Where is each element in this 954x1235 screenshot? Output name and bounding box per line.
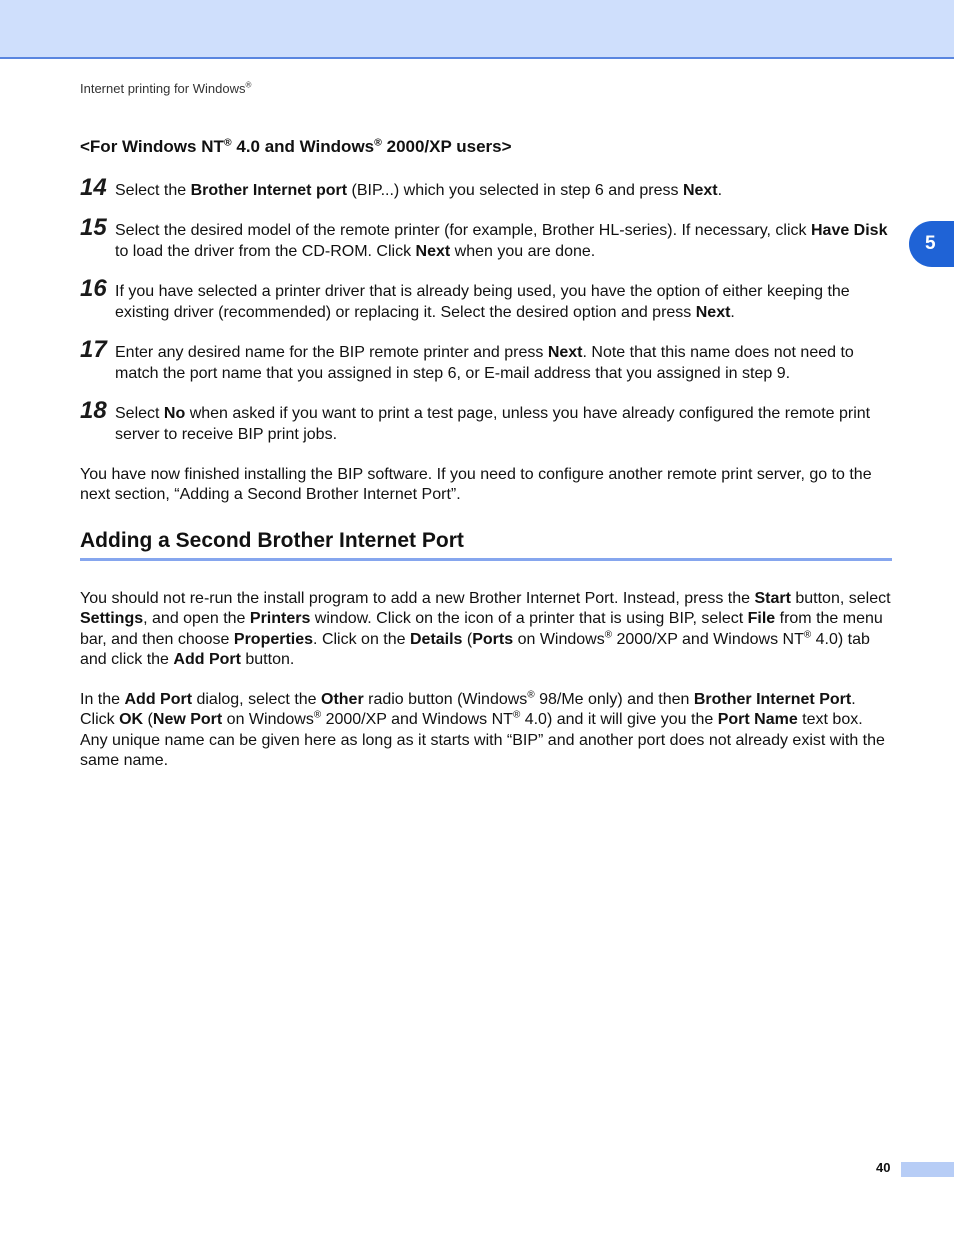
step-number: 16 <box>80 275 107 302</box>
step-number: 14 <box>80 174 107 201</box>
step-17 <box>80 336 892 384</box>
top-header-band <box>0 0 954 59</box>
running-header-text: Internet printing for Windows <box>80 81 246 96</box>
step-number: 15 <box>80 214 107 241</box>
subheading-windows-nt-2000-xp: <For Windows NT® 4.0 and Windows® 2000/XP users> <box>80 136 512 156</box>
step-16 <box>80 275 892 323</box>
step-number: 18 <box>80 397 107 424</box>
step-15 <box>80 214 892 262</box>
step-text: Select the Brother Internet port (BIP...) which you selected in step 6 and press Next. <box>115 182 723 199</box>
finish-paragraph: You have now finished installing the BIP software. If you need to configure another remote print server, go to the next section, “Adding a Second Brother Internet Port”. <box>80 466 872 504</box>
step-text: If you have selected a printer driver that is already being used, you have the option of either keeping the existing driver (recommended) or replacing it. Select the desired option and press Next. <box>115 283 850 321</box>
footer-bar <box>901 1162 954 1177</box>
chapter-tab: 5 <box>909 221 954 267</box>
step-text: Select No when asked if you want to print a test page, unless you have already configured the remote print server to receive BIP print jobs. <box>115 405 871 443</box>
page-number: 40 <box>876 1160 891 1175</box>
step-14 <box>80 174 892 202</box>
section-paragraph-2: In the Add Port dialog, select the Other radio button (Windows® 98/Me only) and then Brother Internet Port. Click OK (New Port on Windows® 2000/XP and Windows NT® 4.0) and it will give you the Port Name text box. Any unique name can be given here as long as it starts with “BIP” and another port does not already exist with the same name. <box>80 689 885 769</box>
step-number: 17 <box>80 336 107 363</box>
section-heading: Adding a Second Brother Internet Port <box>80 529 892 561</box>
step-text: Select the desired model of the remote printer (for example, Brother HL-series). If necessary, click Have Disk to load the driver from the CD-ROM. Click Next when you are done. <box>115 222 888 260</box>
section-paragraph-1: You should not re-run the install program to add a new Brother Internet Port. Instead, press the Start button, select Settings, and open the Printers window. Click on the icon of a printer that is using BIP, select File from the menu bar, and then choose Properties. Click on the Details (Ports on Windows® 2000/XP and Windows NT® 4.0) tab and click the Add Port button. <box>80 590 891 668</box>
step-18 <box>80 397 892 445</box>
step-text: Enter any desired name for the BIP remote printer and press Next. Note that this name does not need to match the port name that you assigned in step 6, or E-mail address that you assigned in step 9. <box>115 344 854 382</box>
running-header <box>80 81 251 96</box>
registered-mark: ® <box>245 80 252 90</box>
